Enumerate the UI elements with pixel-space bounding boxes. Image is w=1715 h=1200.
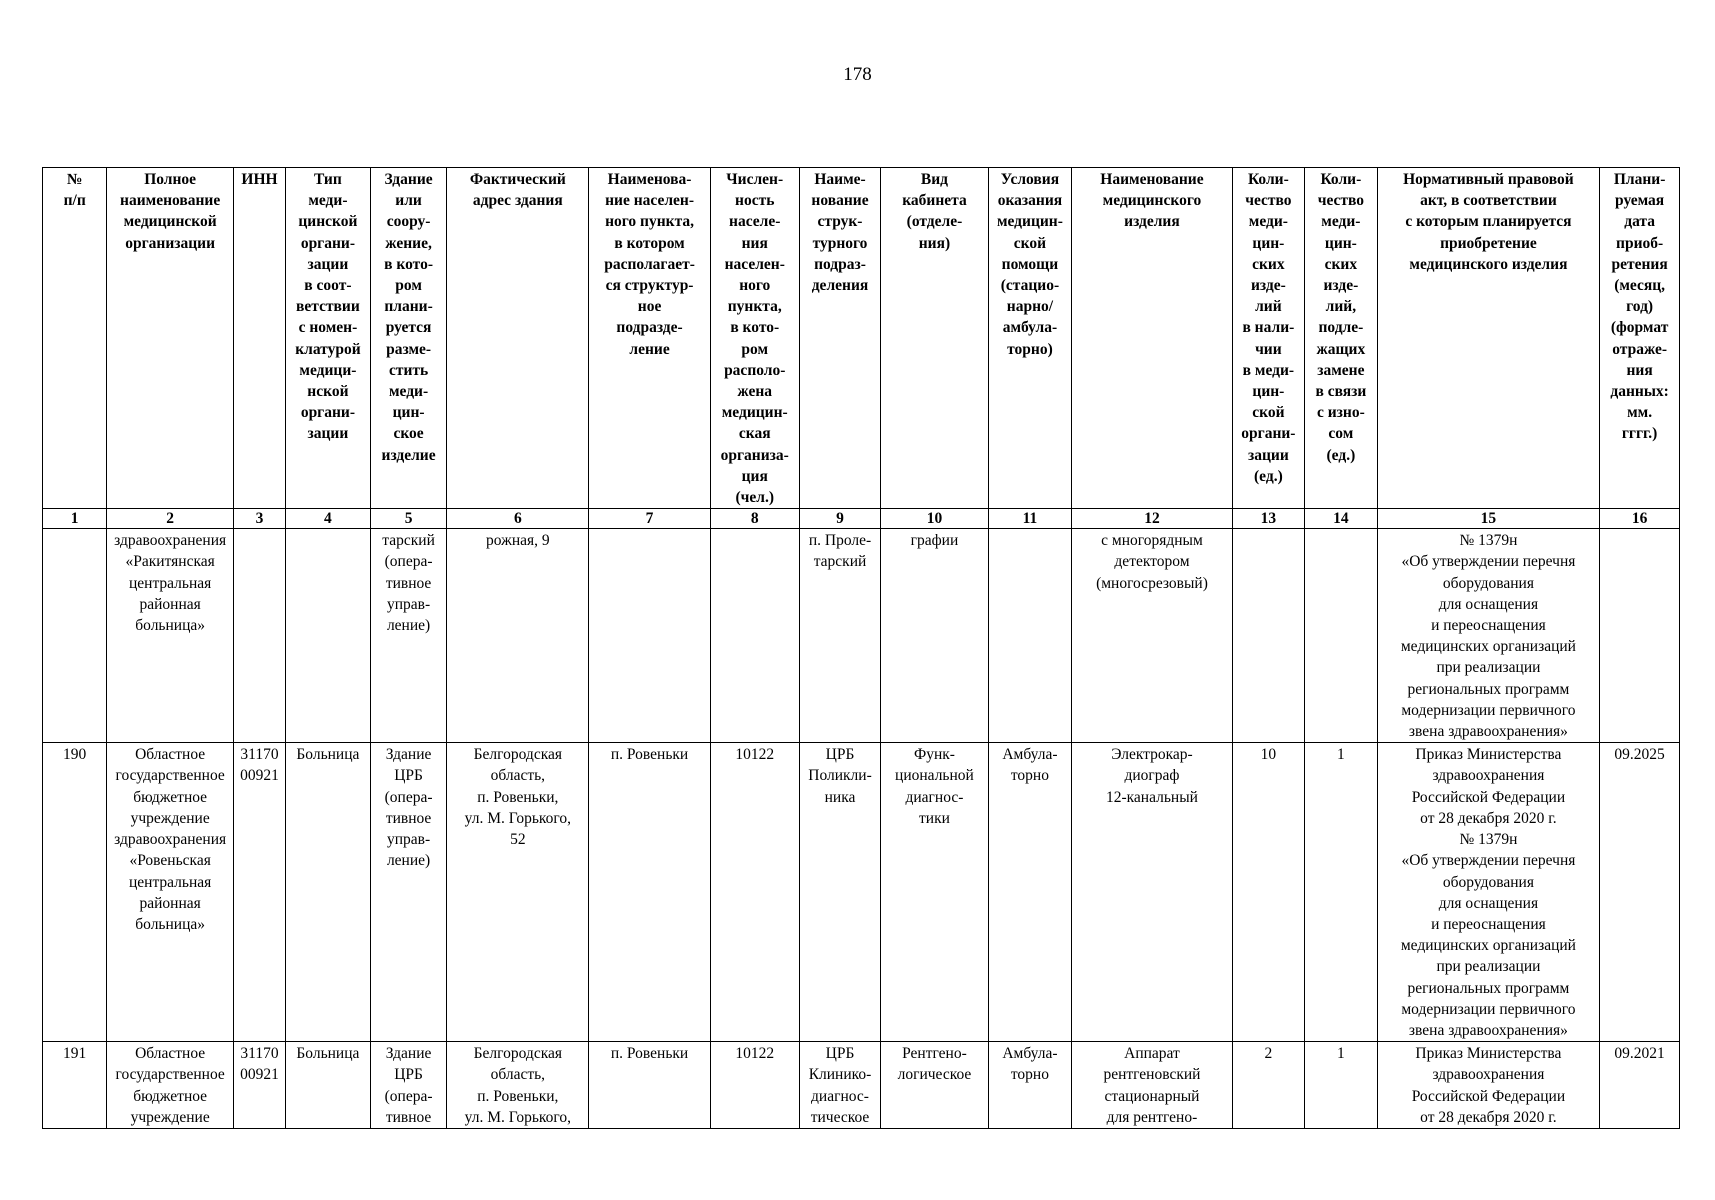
table-cell: Областное государственное бюджетное учреждение [107,1042,234,1129]
table-cell: Приказ Министерства здравоохранения Российской Федерации от 28 декабря 2020 г. № 1379н «Об утверждении перечня оборудования для оснащения и переоснащения медицинских организаций при реализации региональных программ модернизации первичного звена здравоохранения» [1377,743,1600,1042]
column-number-row [43,509,1680,529]
table-cell: № 1379н «Об утверждении перечня оборудования для оснащения и переоснащения медицинских организаций при реализации региональных программ модернизации первичного звена здравоохранения» [1377,529,1600,743]
header-cell: Коли- чество меди- цин- ских изде- лий в нали- чии в меди- цин- ской органи- зации (ед.) [1232,168,1305,509]
table-cell [233,529,285,743]
header-cell: Числен- ность населе- ния населен- ного пункта, в кото- ром располо- жена медицин- ская организа- ция (чел.) [710,168,799,509]
table-cell: Функ- циональной диагнос- тики [881,743,988,1042]
table-cell [1305,529,1378,743]
table-cell [1600,529,1680,743]
table-cell: 1 [1305,743,1378,1042]
header-cell: Наименование медицинского изделия [1072,168,1232,509]
header-cell: Нормативный правовой акт, в соответствии с которым планируется приобретение медицинского изделия [1377,168,1600,509]
table-cell: 09.2021 [1600,1042,1680,1129]
table-cell: Амбула- торно [988,743,1072,1042]
header-cell: Полное наименование медицинской организации [107,168,234,509]
column-number: 8 [710,509,799,529]
table-cell: Областное государственное бюджетное учреждение здравоохранения «Ровеньская центральная районная больница» [107,743,234,1042]
table-cell [589,529,711,743]
equipment-table [42,167,1680,1129]
table-cell: Приказ Министерства здравоохранения Российской Федерации от 28 декабря 2020 г. [1377,1042,1600,1129]
table-cell: 191 [43,1042,107,1129]
table-cell: Здание ЦРБ (опера- тивное [370,1042,447,1129]
header-cell: Тип меди- цинской органи- зации в соот- ветствии с номен- клатурой медици- нской органи- зации [286,168,371,509]
header-row [43,168,1680,509]
column-number: 3 [233,509,285,529]
column-number: 9 [799,509,881,529]
column-number: 15 [1377,509,1600,529]
header-cell: Фактический адрес здания [447,168,589,509]
header-cell: Вид кабинета (отделе- ния) [881,168,988,509]
table-cell: Белгородская область, п. Ровеньки, ул. М. Горького, [447,1042,589,1129]
column-number: 13 [1232,509,1305,529]
table-cell: п. Проле- тарский [799,529,881,743]
column-number: 4 [286,509,371,529]
column-number: 12 [1072,509,1232,529]
table-cell: п. Ровеньки [589,1042,711,1129]
column-number: 11 [988,509,1072,529]
column-number: 16 [1600,509,1680,529]
table-cell [1232,529,1305,743]
table-cell: здравоохранения «Ракитянская центральная районная больница» [107,529,234,743]
table-row [43,529,1680,743]
table-cell: графии [881,529,988,743]
column-number: 7 [589,509,711,529]
header-cell: Плани- руемая дата приоб- ретения (месяц, год) (формат отраже- ния данных: мм. гггг.) [1600,168,1680,509]
table-cell: ЦРБ Поликли- ника [799,743,881,1042]
table-cell: 10122 [710,1042,799,1129]
table-cell: тарский (опера- тивное управ- ление) [370,529,447,743]
table-cell: Белгородская область, п. Ровеньки, ул. М. Горького, 52 [447,743,589,1042]
table-cell: 10 [1232,743,1305,1042]
table-cell [988,529,1072,743]
table-cell: 190 [43,743,107,1042]
table-cell: Здание ЦРБ (опера- тивное управ- ление) [370,743,447,1042]
header-cell: № п/п [43,168,107,509]
table-cell: рожная, 9 [447,529,589,743]
header-cell: Наименова- ние населен- ного пункта, в котором располагает- ся структур- ное подразде- ление [589,168,711,509]
table-cell: Больница [286,743,371,1042]
table-row [43,743,1680,1042]
table-cell: Электрокар- диограф 12-канальный [1072,743,1232,1042]
table-cell: 10122 [710,743,799,1042]
table-cell: Аппарат рентгеновский стационарный для рентгено- [1072,1042,1232,1129]
table-cell [286,529,371,743]
table-cell: Рентгено- логическое [881,1042,988,1129]
column-number: 2 [107,509,234,529]
table-cell: 2 [1232,1042,1305,1129]
table-row [43,1042,1680,1129]
header-cell: Коли- чество меди- цин- ских изде- лий, подле- жащих замене в связи с изно- сом (ед.) [1305,168,1378,509]
header-cell: ИНН [233,168,285,509]
header-cell: Наиме- нование струк- турного подраз- деления [799,168,881,509]
column-number: 1 [43,509,107,529]
column-number: 5 [370,509,447,529]
table-cell: 1 [1305,1042,1378,1129]
table-cell: 31170 00921 [233,743,285,1042]
table-cell: 09.2025 [1600,743,1680,1042]
table-cell: Больница [286,1042,371,1129]
header-cell: Условия оказания медицин- ской помощи (стацио- нарно/ амбула- торно) [988,168,1072,509]
table-cell: с многорядным детектором (многосрезовый) [1072,529,1232,743]
table-cell: ЦРБ Клинико- диагнос- тическое [799,1042,881,1129]
page-number: 178 [843,64,872,85]
table-cell: п. Ровеньки [589,743,711,1042]
column-number: 10 [881,509,988,529]
table-cell [710,529,799,743]
table-cell: Амбула- торно [988,1042,1072,1129]
table-cell [43,529,107,743]
column-number: 14 [1305,509,1378,529]
column-number: 6 [447,509,589,529]
header-cell: Здание или соору- жение, в кото- ром плани- руется разме- стить меди- цин- ское изделие [370,168,447,509]
table-cell: 31170 00921 [233,1042,285,1129]
